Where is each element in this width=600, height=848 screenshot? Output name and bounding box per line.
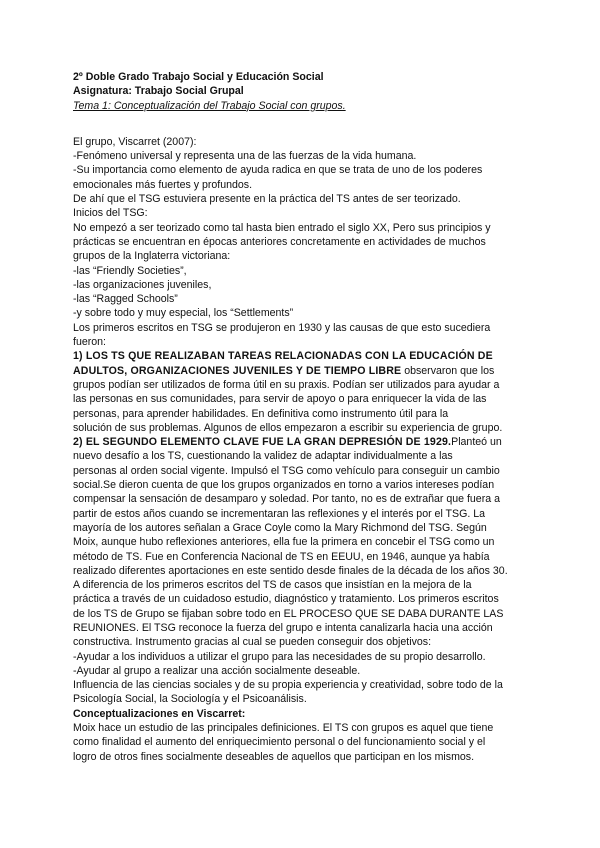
spacer [73, 113, 535, 135]
text-line: de los TS de Grupo se fijaban sobre todo en EL PROCESO QUE SE DABA DURANTE LAS [73, 607, 504, 620]
subject-title: Asignatura: Trabajo Social Grupal [73, 85, 244, 98]
text-line: partir de estos años cuando se incrementaran las reflexiones y el interés por el TSG. La [73, 507, 486, 520]
text-line: realizado diferentes aportaciones en este sentido desde finales de la década de los años 30. [73, 564, 508, 577]
list-item: -y sobre todo y muy especial, los “Settlements” [73, 307, 294, 320]
text-line: práctica a través de un cuidadoso estudio, diagnóstico y tratamiento. Los primeros escritos [73, 593, 499, 606]
list-item: -Ayudar al grupo a realizar una acción socialmente deseable. [73, 664, 361, 677]
course-title: 2º Doble Grado Trabajo Social y Educación Social [73, 71, 324, 83]
text-line [73, 364, 535, 378]
text-line: -Su importancia como elemento de ayuda radica en que se trata de uno de los poderes [73, 164, 483, 177]
text-line: constructiva. Instrumento gracias al cual se pueden conseguir dos objetivos: [73, 636, 432, 649]
text-line: método de TS. Fue en Conferencia Nacional de TS en EEUU, en 1946, aunque ya había [73, 550, 490, 563]
text-line: fueron: [73, 336, 106, 349]
text-line: Moix hace un estudio de las principales definiciones. El TS con grupos es aquel que tiene [73, 722, 494, 735]
section-label: Inicios del TSG: [73, 207, 148, 220]
text-line: REUNIONES. El TSG reconoce la fuerza del grupo e intenta canalizarla hacia una acción [73, 621, 493, 634]
text-line: mayoría de los autores señalan a Grace Coyle como la Mary Richmond del TSG. Según [73, 521, 487, 534]
text-line: De ahí que el TSG estuviera presente en la práctica del TS antes de ser teorizado. [73, 193, 461, 206]
text-line: Psicología Social, la Sociología y el Psicoanálisis. [73, 693, 307, 706]
text-line: solución de sus problemas. Algunos de ellos empezaron a escribir su experiencia de grupo. [73, 421, 503, 434]
bold-heading-fragment: 2) EL SEGUNDO ELEMENTO CLAVE FUE LA GRAN DEPRESIÓN DE 1929. [73, 436, 452, 449]
text-line: logro de otros fines socialmente deseables de aquellos que participan en los mismos. [73, 750, 475, 763]
text-line: grupos podían ser utilizados de forma útil en su praxis. Podían ser utilizados para ayudar a [73, 378, 500, 391]
text-line: las personas en sus comunidades, para servir de apoyo o para enriquecer la vida de las [73, 393, 487, 406]
topic-title: Tema 1: Conceptualización del Trabajo Social con grupos. [73, 99, 346, 112]
text-line: A diferencia de los primeros escritos del TS de casos que insistían en la mejora de la [73, 579, 472, 592]
list-item: -Ayudar a los individuos a utilizar el grupo para las necesidades de su propio desarrollo. [73, 650, 486, 663]
text-line: compensar la sensación de desamparo y soledad. Por tanto, no es de extrañar que fuera a [73, 493, 500, 506]
text-line: personas, para aprender habilidades. En definitiva como instrumento útil para la [73, 407, 449, 420]
text-line: prácticas se encuentran en épocas anteriores concretamente en actividades de muchos [73, 235, 486, 248]
text-line: emocionales más fuertes y profundos. [73, 178, 253, 191]
text-line: No empezó a ser teorizado como tal hasta bien entrado el siglo XX, Pero sus principios y [73, 221, 491, 234]
section-heading: Conceptualizaciones en Viscarret: [73, 707, 246, 720]
list-item: -las “Friendly Societies”, [73, 264, 187, 277]
bold-heading-fragment: ADULTOS, ORGANIZACIONES JUVENILES Y DE TIEMPO LIBRE [73, 364, 402, 377]
document-page [73, 70, 535, 764]
list-item: -las organizaciones juveniles, [73, 278, 212, 291]
text-line: social.Se dieron cuenta de que los grupos organizados en torno a varios intereses podían [73, 479, 495, 492]
text-fragment: Planteó un [451, 436, 502, 449]
text-line: Los primeros escritos en TSG se produjeron en 1930 y las causas de que esto sucediera [73, 321, 491, 334]
text-line: como finalidad el aumento del enriquecimiento personal o del funcionamiento social y el [73, 736, 486, 749]
bold-heading-line: 1) LOS TS QUE REALIZABAN TAREAS RELACIONADAS CON LA EDUCACIÓN DE [73, 350, 493, 363]
text-line: nuevo desafío a los TS, cuestionando la validez de adaptar individualmente a las [73, 450, 453, 463]
text-line: Influencia de las ciencias sociales y de su propia experiencia y creatividad, sobre todo de la [73, 679, 503, 692]
text-fragment: observaron que los [401, 364, 495, 377]
text-line: El grupo, Viscarret (2007): [73, 135, 197, 148]
text-line: -Fenómeno universal y representa una de las fuerzas de la vida humana. [73, 150, 417, 163]
text-line: personas al orden social vigente. Impulsó el TSG como vehículo para conseguir un cambio [73, 464, 500, 477]
text-line: Moix, aunque hubo reflexiones anteriores, ella fue la primera en concebir el TSG como un [73, 536, 495, 549]
text-line: grupos de la Inglaterra victoriana: [73, 250, 231, 263]
text-line [73, 435, 535, 449]
list-item: -las “Ragged Schools” [73, 293, 178, 306]
